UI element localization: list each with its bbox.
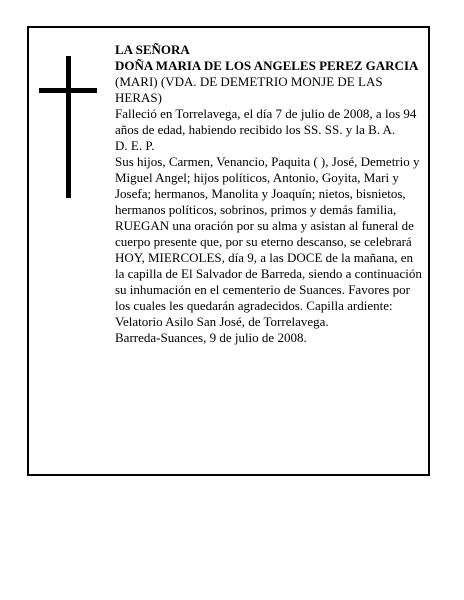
- notice-title: LA SEÑORA: [115, 42, 190, 57]
- deceased-alias: (MARI) (VDA. DE DEMETRIO MONJE DE LAS HERAS): [115, 74, 383, 105]
- cross-icon: [39, 56, 97, 198]
- deceased-name: DOÑA MARIA DE LOS ANGELES PEREZ GARCIA: [115, 58, 419, 73]
- cross-horizontal-bar: [39, 88, 97, 93]
- place-and-date: Barreda-Suances, 9 de julio de 2008.: [115, 330, 307, 345]
- obituary-notice: [27, 26, 430, 476]
- rest-in-peace: D. E. P.: [115, 138, 155, 153]
- notice-text: [115, 42, 423, 346]
- cross-vertical-bar: [66, 56, 71, 198]
- family-members: Sus hijos, Carmen, Venancio, Paquita ( ), José, Demetrio y Miguel Angel; hijos políticos, Antonio, Goyita, Mari y Josefa; hermanos, Manolita y Joaquín; nietos, bisnietos, hermanos políticos, sobrinos, primos y demás familia,: [115, 154, 420, 217]
- funeral-request: RUEGAN una oración por su alma y asistan al funeral de cuerpo presente que, por su eterno descanso, se celebrará HOY, MIERCOLES, día 9, a las DOCE de la mañana, en la capilla de El Salvador de Barreda, siendo a continuación su inhumación en el cementerio de Suances. Favores por los cuales les quedarán agradecidos. Capilla ardiente: Velatorio Asilo San José, de Torrelavega.: [115, 218, 422, 329]
- death-details: Falleció en Torrelavega, el día 7 de julio de 2008, a los 94 años de edad, habiendo recibido los SS. SS. y la B. A.: [115, 106, 417, 137]
